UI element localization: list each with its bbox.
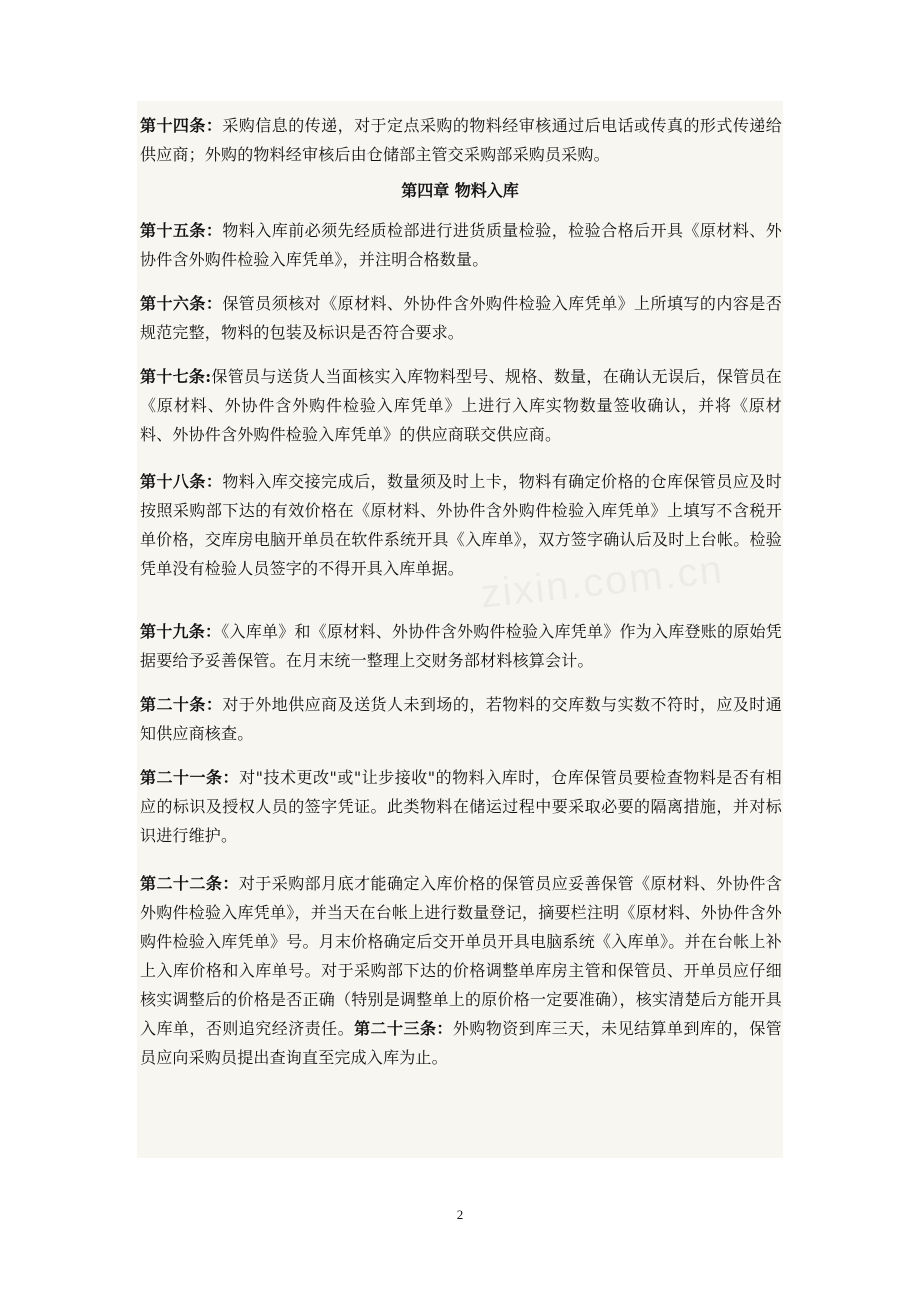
- article-text: 采购信息的传递，对于定点采购的物料经审核通过后电话或传真的形式传递给供应商；外购的物料经审核后由仓储部主管交采购部采购员采购。: [140, 116, 782, 164]
- article-text: 对于采购部月底才能确定入库价格的保管员应妥善保管《原材料、外协件含外购件检验入库凭单》，并当天在台帐上进行数量登记，摘要栏注明《原材料、外协件含外购件检验入库凭单》号。月末价格确定后交开单员开具电脑系统《入库单》。并在台帐上补上入库价格和入库单号。对于采购部下达的价格调整单库房主管和保管员、开单员应仔细核实调整后的价格是否正确（特别是调整单上的原价格一定要准确），核实清楚后方能开具入库单，否则追究经济责任。: [140, 874, 782, 1038]
- article-label: 第十六条：: [140, 294, 223, 313]
- article-20: [140, 690, 782, 748]
- article-label: 第二十三条：: [354, 1019, 453, 1038]
- article-21: [140, 763, 782, 850]
- article-text: 物料入库交接完成后，数量须及时上卡，物料有确定价格的仓库保管员应及时按照采购部下达的有效价格在《原材料、外协件含外购件检验入库凭单》上填写不含税开单价格，交库房电脑开单员在软件系统开具《入库单》，双方签字确认后及时上台帐。检验凭单没有检验人员签字的不得开具入库单据。: [140, 472, 782, 578]
- article-14: [140, 111, 782, 169]
- article-label: 第二十一条：: [140, 768, 240, 787]
- article-label: 第十八条：: [140, 472, 223, 491]
- article-label: 第二十条：: [140, 695, 223, 714]
- article-22-23: [140, 869, 782, 1072]
- article-text: 外购物资到库三天，未见结算单到库的，保管员应向采购员提出查询直至完成入库为止。: [140, 1019, 782, 1067]
- article-15: [140, 216, 782, 274]
- article-text: 保管员须核对《原材料、外协件含外购件检验入库凭单》上所填写的内容是否规范完整，物料的包装及标识是否符合要求。: [140, 294, 782, 342]
- article-text: 物料入库前必须先经质检部进行进货质量检验，检验合格后开具《原材料、外协件含外购件检验入库凭单》，并注明合格数量。: [140, 221, 782, 269]
- article-text: 《入库单》和《原材料、外协件含外购件检验入库凭单》作为入库登账的原始凭据要给予妥善保管。在月末统一整理上交财务部材料核算会计。: [140, 622, 782, 670]
- article-16: [140, 289, 782, 347]
- article-text: 对"技术更改"或"让步接收"的物料入库时，仓库保管员要检查物料是否有相应的标识及授权人员的签字凭证。此类物料在储运过程中要采取必要的隔离措施，并对标识进行维护。: [140, 768, 782, 845]
- article-text: 保管员与送货人当面核实入库物料型号、规格、数量，在确认无误后，保管员在《原材料、外协件含外购件检验入库凭单》上进行入库实物数量签收确认，并将《原材料、外协件含外购件检验入库凭单》的供应商联交供应商。: [140, 367, 782, 444]
- article-17: [140, 362, 782, 449]
- article-label: 第十七条:: [140, 367, 212, 386]
- article-label: 第十九条：: [140, 622, 222, 641]
- article-label: 第二十二条：: [140, 874, 239, 893]
- article-19: [140, 617, 782, 675]
- chapter-heading: 第四章 物料入库: [401, 181, 519, 200]
- document-body: [137, 101, 783, 1158]
- article-text: 对于外地供应商及送货人未到场的，若物料的交库数与实数不符时，应及时通知供应商核查。: [140, 695, 782, 743]
- page-number: 2: [456, 1207, 464, 1222]
- article-label: 第十四条：: [140, 116, 223, 135]
- article-label: 第十五条：: [140, 221, 223, 240]
